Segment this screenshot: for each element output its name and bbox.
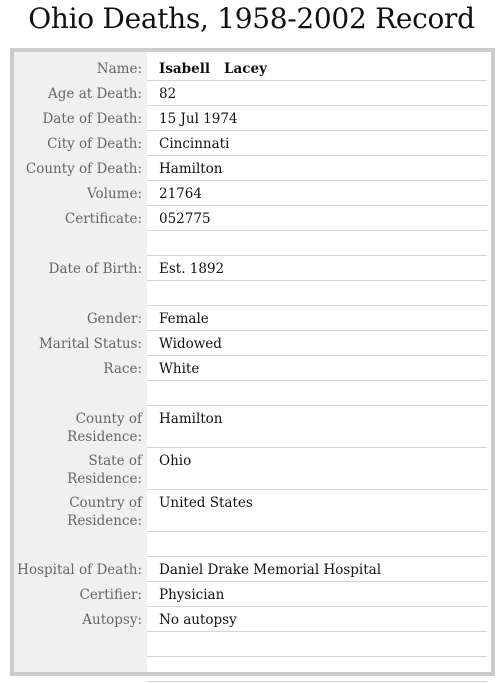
field-value: Hamilton	[159, 411, 223, 427]
record-row	[14, 206, 491, 231]
field-label: County of Death:	[25, 161, 142, 177]
field-label: Date of Death:	[42, 111, 142, 127]
record-row	[14, 156, 491, 181]
field-value: United States	[159, 495, 253, 511]
field-label: Country of Residence:	[67, 495, 142, 529]
field-value: 15 Jul 1974	[159, 111, 238, 127]
field-label: Volume:	[87, 186, 142, 202]
field-value: Cincinnati	[159, 136, 230, 152]
field-value: No autopsy	[159, 612, 237, 628]
field-value: 052775	[159, 211, 211, 227]
field-label: Certifier:	[79, 587, 142, 603]
field-label: Gender:	[86, 311, 142, 327]
field-value: Hamilton	[159, 161, 223, 177]
field-value: Widowed	[159, 336, 222, 352]
field-label	[14, 632, 147, 657]
record-row	[14, 448, 491, 490]
record-row	[14, 256, 491, 281]
field-value: 82	[159, 86, 177, 102]
record-row	[14, 632, 491, 657]
field-label: Age at Death:	[48, 86, 142, 102]
field-value: Female	[159, 311, 209, 327]
record-row	[14, 607, 491, 632]
record-row	[14, 356, 491, 381]
field-value: White	[159, 361, 200, 377]
field-label: Autopsy:	[82, 612, 142, 628]
field-label: Marital Status:	[38, 336, 142, 352]
record-row	[14, 657, 491, 682]
record-row	[14, 406, 491, 448]
field-label: County of Residence:	[67, 411, 142, 445]
field-label	[14, 231, 147, 256]
record-rows	[14, 56, 491, 682]
record-row	[14, 131, 491, 156]
field-value	[147, 657, 491, 682]
field-label	[14, 381, 147, 406]
record-row	[14, 306, 491, 331]
record-row	[14, 381, 491, 406]
field-label: City of Death:	[47, 136, 142, 152]
field-value: Ohio	[159, 453, 192, 469]
record-row	[14, 231, 491, 256]
field-value: Isabell Lacey	[159, 61, 267, 77]
field-label: State of Residence:	[67, 453, 142, 487]
field-label: Certificate:	[64, 211, 142, 227]
field-label: Race:	[103, 361, 142, 377]
field-label	[14, 657, 147, 682]
record-row	[14, 106, 491, 131]
record-row	[14, 490, 491, 532]
field-value: Est. 1892	[159, 261, 225, 277]
page-title: Ohio Deaths, 1958-2002 Record	[28, 2, 475, 35]
field-label: Date of Birth:	[48, 261, 142, 277]
record-row	[14, 557, 491, 582]
field-label: Hospital of Death:	[17, 562, 142, 578]
field-value	[147, 632, 491, 657]
field-value: Physician	[159, 587, 225, 603]
field-label: Name:	[96, 61, 142, 77]
field-value: Daniel Drake Memorial Hospital	[159, 562, 382, 578]
field-value	[147, 381, 491, 406]
record-row	[14, 281, 491, 306]
field-label	[14, 281, 147, 306]
record-row	[14, 56, 491, 81]
field-value	[147, 532, 491, 557]
field-label	[14, 532, 147, 557]
field-value: 21764	[159, 186, 202, 202]
record-row	[14, 532, 491, 557]
field-value	[147, 281, 491, 306]
record-row	[14, 582, 491, 607]
record-table	[10, 48, 495, 676]
record-row	[14, 331, 491, 356]
record-row	[14, 181, 491, 206]
field-value	[147, 231, 491, 256]
record-row	[14, 81, 491, 106]
